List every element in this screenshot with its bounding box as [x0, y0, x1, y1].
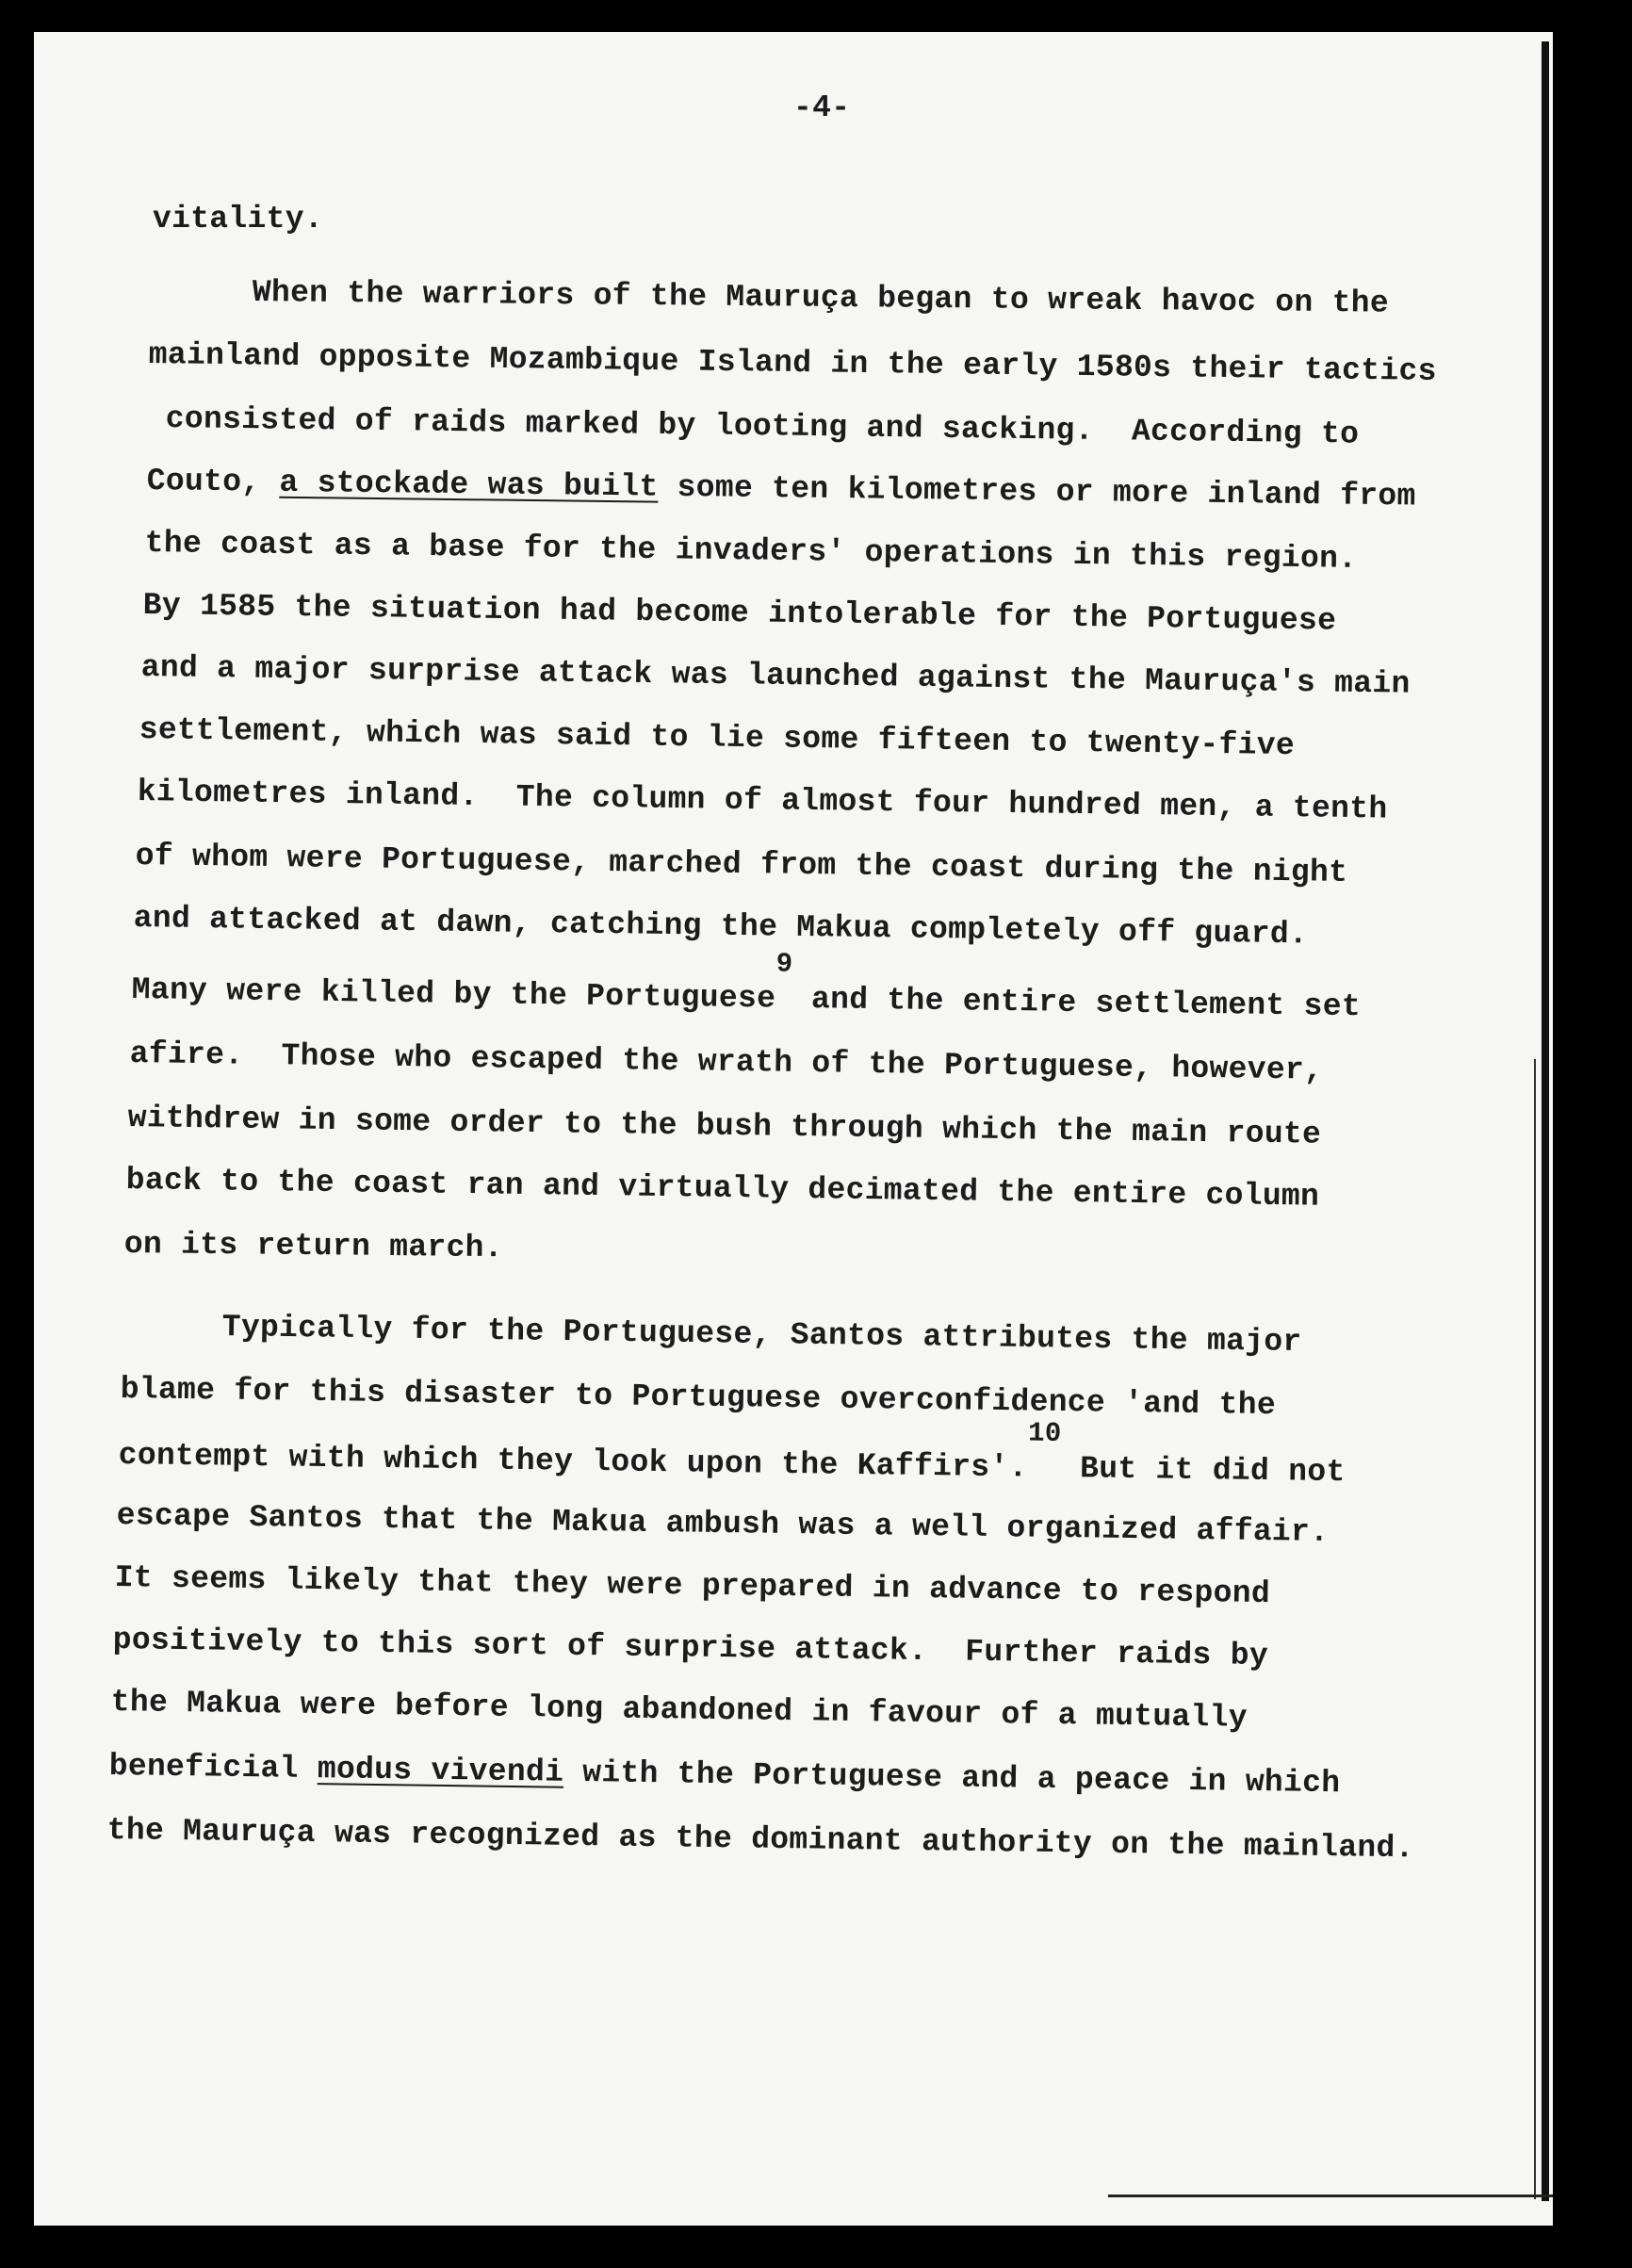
text-line: kilometres inland. The column of almost four hundred men, a tenth — [137, 775, 1388, 827]
text-line — [147, 464, 1416, 514]
underlined-phrase: a stockade was built — [279, 465, 659, 505]
text-line: It seems likely that they were prepared in advance to respond — [114, 1560, 1271, 1612]
text-line: mainland opposite Mozambique Island in the early 1580s their tactics — [148, 337, 1437, 389]
text-line: the Mauruça was recognized as the dominant authority on the mainland. — [106, 1813, 1414, 1867]
text-span: with the Portuguese and a peace in which — [563, 1754, 1341, 1802]
text-line: vitality. — [153, 202, 323, 237]
text-span: Many were killed by the Portuguese — [131, 972, 776, 1017]
text-line: By 1585 the situation had become intolerable for the Portuguese — [142, 588, 1337, 639]
bottom-rule — [1108, 2195, 1553, 2197]
footnote-marker: 10 — [1027, 1417, 1062, 1449]
page-number: -4- — [793, 90, 851, 125]
text-line: Typically for the Portuguese, Santos attributes the major — [221, 1310, 1302, 1360]
page-edge-rule-inner — [1534, 1059, 1536, 2199]
footnote-marker: 9 — [775, 948, 793, 980]
text-span: and the entire settlement set — [792, 981, 1362, 1025]
text-line: back to the coast ran and virtually decimated the entire column — [125, 1163, 1320, 1215]
text-line — [131, 948, 1362, 1025]
text-line: consisted of raids marked by looting and sacking. According to — [165, 401, 1360, 452]
text-line: blame for this disaster to Portuguese overconfidence 'and the — [120, 1372, 1277, 1424]
document-page — [34, 32, 1553, 2226]
text-line: the coast as a base for the invaders' operations in this region. — [144, 526, 1358, 577]
text-line: When the warriors of the Mauruça began to wreak havoc on the — [252, 275, 1390, 321]
text-span: beneficial — [108, 1749, 318, 1787]
text-line: on its return march. — [123, 1227, 504, 1266]
page-edge-rule — [1542, 41, 1549, 2201]
text-span: But it did not — [1060, 1450, 1346, 1491]
text-line: of whom were Portuguese, marched from the coast during the night — [135, 839, 1348, 890]
text-line: escape Santos that the Makua ambush was a well organized affair. — [116, 1498, 1330, 1550]
text-line: settlement, which was said to lie some fifteen to twenty-five — [139, 712, 1296, 764]
text-span: contempt with which they look upon the Kaffirs'. — [118, 1438, 1028, 1486]
text-line: withdrew in some order to the bush through which the main route — [127, 1101, 1322, 1152]
text-line — [108, 1749, 1340, 1801]
text-line: positively to this sort of surprise attack. Further raids by — [112, 1623, 1269, 1674]
text-line: the Makua were before long abandoned in favour of a mutually — [110, 1685, 1248, 1736]
underlined-phrase: modus vivendi — [317, 1752, 564, 1790]
text-line — [118, 1417, 1346, 1491]
text-span: Couto, — [146, 464, 280, 500]
text-line: afire. Those who escaped the wrath of the Portuguese, however, — [129, 1036, 1324, 1088]
text-span: some ten kilometres or more inland from — [658, 469, 1416, 514]
text-line: and a major surprise attack was launched against the Mauruça's main — [140, 650, 1411, 702]
text-line: and attacked at dawn, catching the Makua completely off guard. — [133, 901, 1309, 953]
